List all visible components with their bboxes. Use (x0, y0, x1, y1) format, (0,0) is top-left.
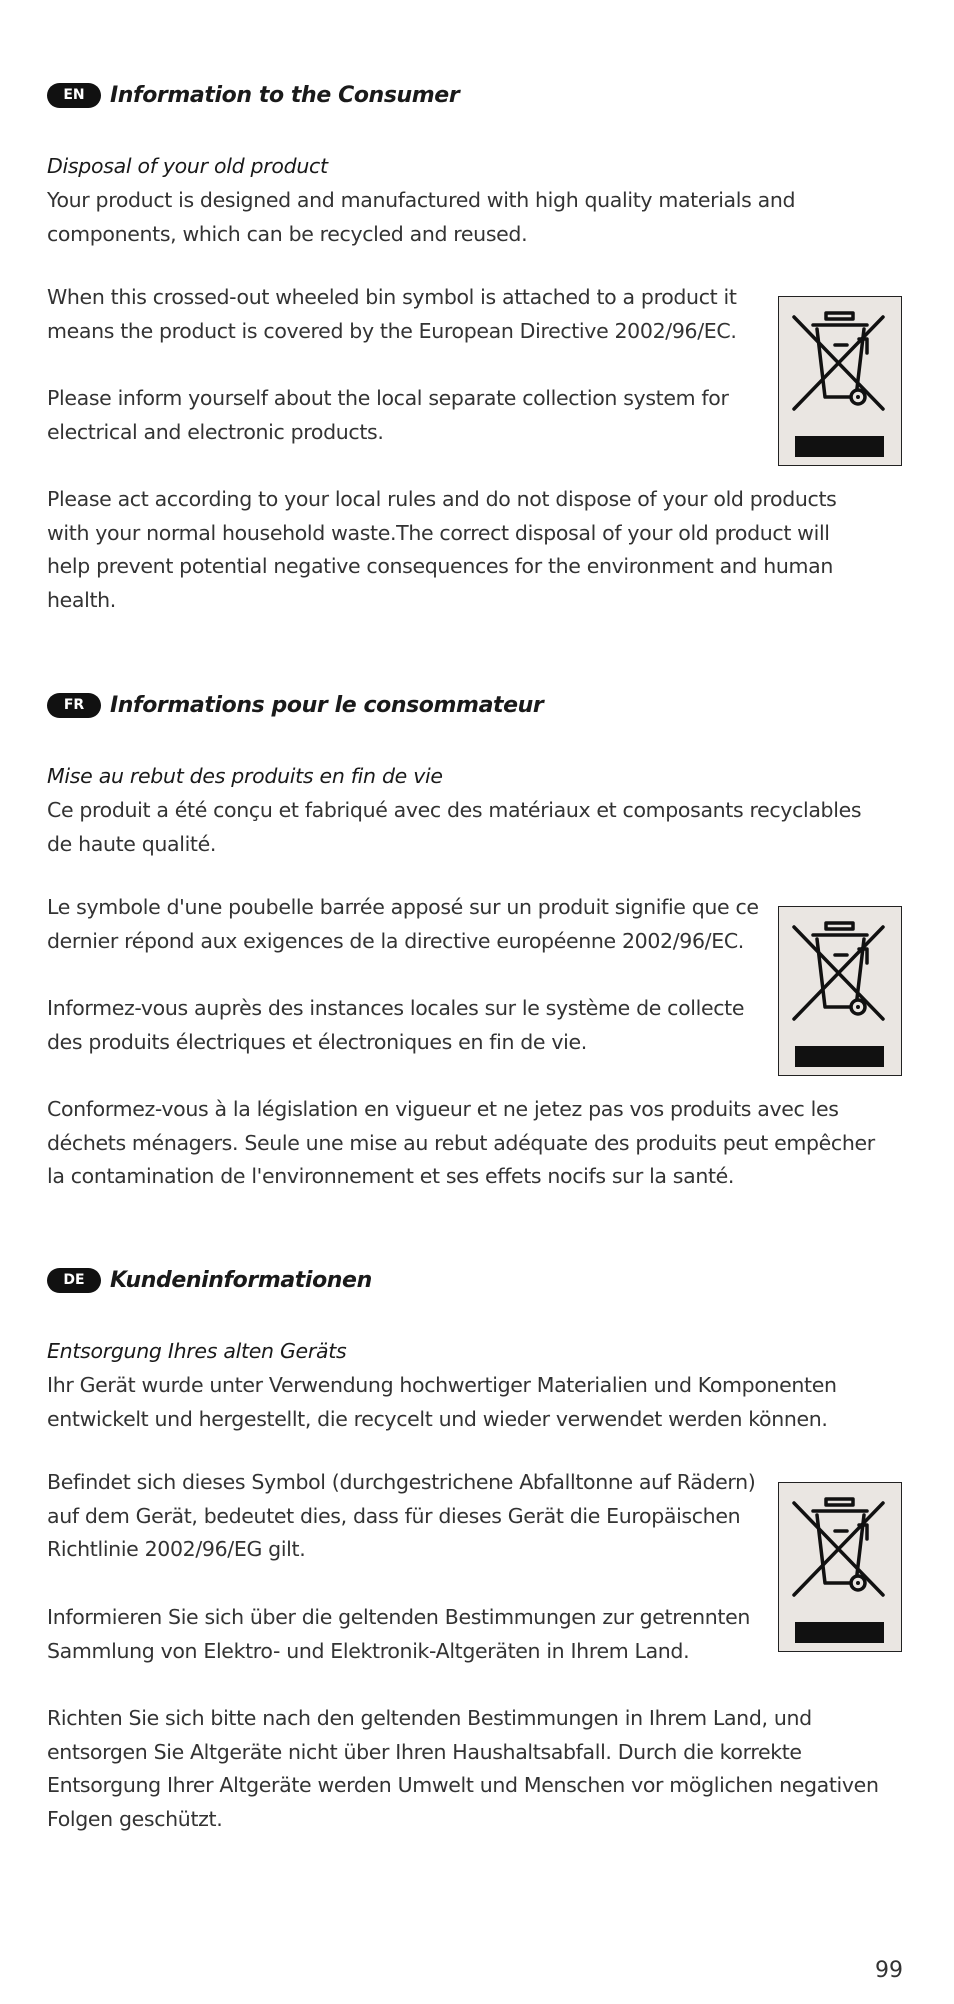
page-number: 99 (875, 1958, 903, 1983)
section-subtitle: Mise au rebut des produits en fin de vie (47, 764, 443, 788)
language-badge-de: DE (47, 1268, 101, 1293)
crossed-out-wheeled-bin-icon (778, 296, 902, 466)
paragraph-4: Conformez-vous à la législation en vigueur et ne jetez pas vos produits avec les déchets ménagers. Seule une mise au rebut adéquate des produits peut empêcher la contamination de l'environnement et ses effets nocifs sur la santé. (47, 1097, 875, 1188)
paragraph-1: Ihr Gerät wurde unter Verwendung hochwertiger Materialien und Komponenten entwickelt und hergestellt, die recycelt und wieder verwendet werden können. (47, 1373, 837, 1431)
paragraph-2: Befindet sich dieses Symbol (durchgestrichene Abfalltonne auf Rädern) auf dem Gerät, bedeutet dies, dass für dieses Gerät die Europäischen Richtlinie 2002/96/EG gilt. (47, 1470, 756, 1561)
heading-title: Information to the Consumer (110, 82, 460, 108)
paragraph-2: When this crossed-out wheeled bin symbol is attached to a product it means the product is covered by the European Directive 2002/96/EC. (47, 285, 737, 343)
language-badge-fr: FR (47, 693, 101, 718)
section-heading (47, 1265, 372, 1295)
section-subtitle: Disposal of your old product (47, 154, 328, 178)
crossed-out-wheeled-bin-icon (778, 1482, 902, 1652)
heading-title: Kundeninformationen (110, 1267, 372, 1293)
paragraph-3: Please inform yourself about the local separate collection system for electrical and electronic products. (47, 386, 729, 444)
paragraph-4: Richten Sie sich bitte nach den geltenden Bestimmungen in Ihrem Land, und entsorgen Sie Altgeräte nicht über Ihren Haushaltsabfall. Durch die korrekte Entsorgung Ihrer Altgeräte werden Umwelt und Menschen vor möglichen negativen Folgen geschützt. (47, 1706, 879, 1831)
paragraph-1: Your product is designed and manufactured with high quality materials and components, which can be recycled and reused. (47, 188, 796, 246)
paragraph-3: Informez-vous auprès des instances locales sur le système de collecte des produits électriques et électroniques en fin de vie. (47, 996, 745, 1054)
heading-title: Informations pour le consommateur (110, 692, 544, 718)
paragraph-1: Ce produit a été conçu et fabriqué avec des matériaux et composants recyclables de haute qualité. (47, 798, 862, 856)
section-heading (47, 690, 543, 720)
language-badge-en: EN (47, 83, 101, 108)
section-heading (47, 80, 459, 110)
crossed-out-wheeled-bin-icon (778, 906, 902, 1076)
paragraph-2: Le symbole d'une poubelle barrée apposé sur un produit signifie que ce dernier répond aux exigences de la directive européenne 2002/96/EC. (47, 895, 759, 953)
paragraph-3: Informieren Sie sich über die geltenden Bestimmungen zur getrennten Sammlung von Elektro- und Elektronik-Altgeräten in Ihrem Land. (47, 1605, 751, 1663)
section-subtitle: Entsorgung Ihres alten Geräts (47, 1339, 347, 1363)
paragraph-4: Please act according to your local rules and do not dispose of your old products with your normal household waste.The correct disposal of your old product will help prevent potential negative consequences for the environment and human health. (47, 487, 837, 612)
